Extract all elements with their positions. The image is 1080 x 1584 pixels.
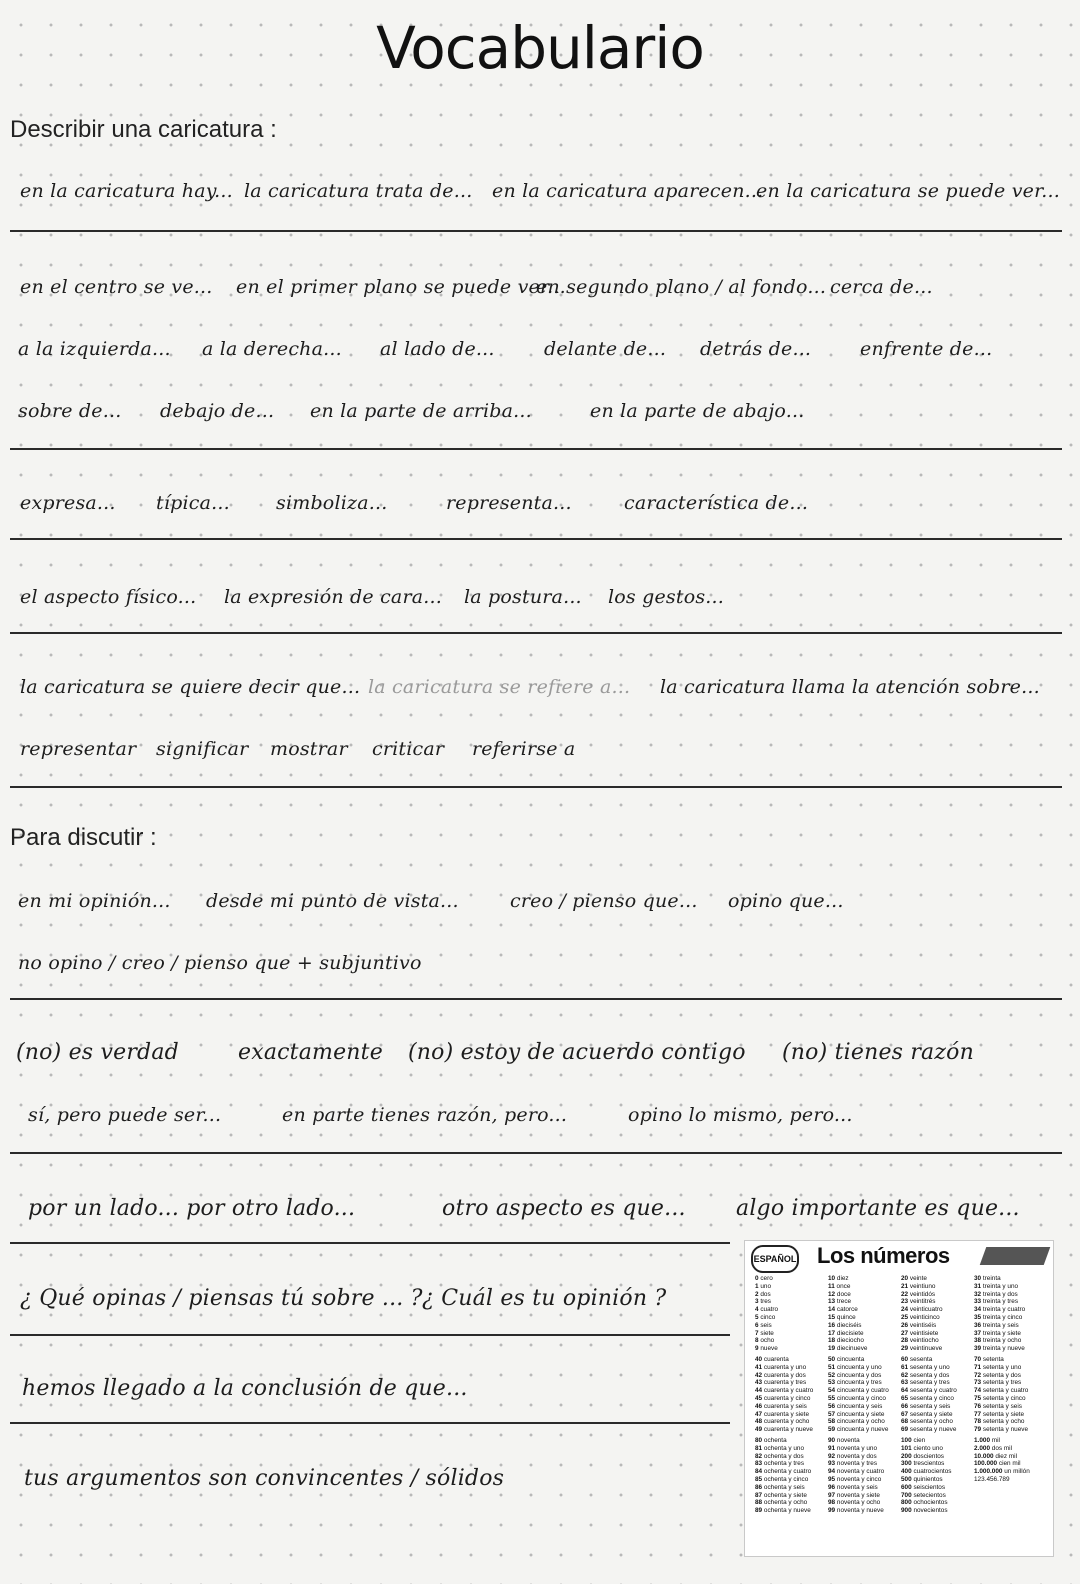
number-entry: 12 doce — [828, 1290, 851, 1298]
phrase: no opino / creo / pienso que + subjuntivo — [18, 952, 422, 974]
phrase: (no) tienes razón — [782, 1040, 974, 1065]
phrase-line-8 — [14, 738, 1064, 778]
phrase-line-9 — [14, 890, 1064, 930]
number-entry: 16 dieciséis — [828, 1321, 862, 1329]
number-entry: 70 setenta — [974, 1355, 1004, 1363]
phrase: por un lado... por otro lado... — [28, 1196, 356, 1221]
divider-rule — [10, 1242, 730, 1244]
divider-rule — [10, 1334, 730, 1336]
number-entry: 3 tres — [755, 1298, 771, 1306]
number-entry: 20 veinte — [901, 1275, 927, 1282]
number-entry: 500 quinientos — [901, 1475, 943, 1483]
phrase: hemos llegado a la conclusión de que... — [22, 1376, 468, 1401]
number-entry: 900 novecientos — [901, 1507, 948, 1515]
number-entry: 19 diecinueve — [828, 1345, 868, 1353]
phrase: a la izquierda... — [18, 338, 171, 360]
number-entry: 81 ochenta y uno — [755, 1444, 805, 1452]
language-badge: ESPAÑOL — [751, 1245, 799, 1273]
numbers-column — [974, 1275, 1047, 1353]
number-entry: 79 setenta y nueve — [974, 1426, 1029, 1434]
number-entry: 98 noventa y ocho — [828, 1499, 881, 1507]
number-entry: 24 veinticuatro — [901, 1306, 943, 1314]
phrase: característica de... — [624, 492, 809, 514]
phrase-line-12 — [14, 1104, 1064, 1144]
number-entry: 7 siete — [755, 1329, 774, 1337]
phrase: en la parte de abajo... — [590, 400, 805, 422]
phrase: enfrente de... — [860, 338, 993, 360]
number-entry: 53 cincuenta y tres — [828, 1379, 882, 1387]
number-entry: 26 veintiséis — [901, 1321, 937, 1329]
number-entry: 10 diez — [828, 1275, 849, 1282]
number-entry: 4 cuatro — [755, 1306, 779, 1314]
number-entry: 94 noventa y cuatro — [828, 1468, 885, 1476]
number-entry: 93 noventa y tres — [828, 1460, 878, 1468]
number-entry: 14 catorce — [828, 1306, 858, 1314]
brand-logo — [980, 1247, 1051, 1265]
number-entry: 2.000 dos mil — [974, 1444, 1013, 1452]
number-entry: 87 ochenta y siete — [755, 1491, 807, 1499]
number-entry: 8 ocho — [755, 1337, 775, 1345]
number-entry: 78 setenta y ocho — [974, 1418, 1025, 1426]
number-entry: 400 cuatrocientos — [901, 1468, 952, 1476]
number-entry: 67 sesenta y siete — [901, 1410, 953, 1418]
divider-rule — [10, 448, 1062, 450]
numbers-column — [828, 1275, 901, 1353]
phrase: detrás de... — [700, 338, 812, 360]
phrase: en parte tienes razón, pero... — [282, 1104, 568, 1126]
number-entry: 37 treinta y siete — [974, 1329, 1021, 1337]
phrase: en la parte de arriba... — [310, 400, 532, 422]
phrase: el aspecto físico... — [20, 586, 197, 608]
number-entry: 200 doscientos — [901, 1452, 944, 1460]
number-entry: 56 cincuenta y seis — [828, 1402, 883, 1410]
number-entry: 48 cuarenta y ocho — [755, 1418, 810, 1426]
number-entry: 31 treinta y uno — [974, 1282, 1019, 1290]
phrase-line-13 — [14, 1196, 1064, 1236]
number-entry: 17 diecisiete — [828, 1329, 864, 1337]
phrase: en mi opinión... — [18, 890, 171, 912]
phrase: en la caricatura hay... — [20, 180, 233, 202]
number-entry: 41 cuarenta y uno — [755, 1363, 807, 1371]
divider-rule — [10, 632, 1062, 634]
phrase: ¿ Qué opinas / piensas tú sobre ... ? — [20, 1286, 423, 1311]
phrase: creo / pienso que... — [510, 890, 698, 912]
section-heading-discutir: Para discutir : — [10, 824, 157, 851]
number-entry: 97 noventa y siete — [828, 1491, 880, 1499]
number-entry: 13 trece — [828, 1298, 852, 1306]
number-entry: 74 setenta y cuatro — [974, 1387, 1029, 1395]
phrase: exactamente — [238, 1040, 383, 1065]
number-entry: 1.000.000 un millón — [974, 1468, 1030, 1476]
phrase-line-6 — [14, 586, 1064, 626]
phrase: simboliza... — [276, 492, 388, 514]
phrase-line-4 — [14, 400, 1064, 440]
phrase: referirse a — [472, 738, 576, 760]
number-entry: 73 setenta y tres — [974, 1379, 1022, 1387]
number-entry: 76 setenta y seis — [974, 1402, 1022, 1410]
phrase: a la derecha... — [202, 338, 342, 360]
number-entry: 80 ochenta — [755, 1436, 787, 1444]
phrase: (no) es verdad — [16, 1040, 179, 1065]
phrase: la caricatura se refiere a... — [368, 676, 631, 698]
divider-rule — [10, 998, 1062, 1000]
number-entry: 71 setenta y uno — [974, 1363, 1022, 1371]
number-entry: 90 noventa — [828, 1436, 860, 1444]
number-entry: 64 sesenta y cuatro — [901, 1387, 957, 1395]
number-entry: 59 cincuenta y nueve — [828, 1426, 889, 1434]
number-entry: 5 cinco — [755, 1313, 776, 1321]
phrase-line-7 — [14, 676, 1064, 716]
number-entry: 69 sesenta y nueve — [901, 1426, 957, 1434]
numbers-column — [901, 1356, 974, 1434]
number-entry: 51 cincuenta y uno — [828, 1363, 882, 1371]
divider-rule — [10, 230, 1062, 232]
number-entry: 300 trescientos — [901, 1460, 945, 1468]
number-entry: 46 cuarenta y seis — [755, 1402, 807, 1410]
number-entry: 33 treinta y tres — [974, 1298, 1019, 1306]
number-entry: 800 ochocientos — [901, 1499, 948, 1507]
phrase: expresa... — [20, 492, 116, 514]
number-entry: 6 seis — [755, 1321, 772, 1329]
number-entry: 68 sesenta y ocho — [901, 1418, 953, 1426]
phrase: los gestos... — [608, 586, 725, 608]
number-entry: 63 sesenta y tres — [901, 1379, 950, 1387]
phrase: cerca de... — [830, 276, 933, 298]
phrase: típica... — [156, 492, 230, 514]
phrase: la expresión de cara... — [224, 586, 442, 608]
number-entry: 49 cuarenta y nueve — [755, 1426, 813, 1434]
phrase: en segundo plano / al fondo... — [536, 276, 827, 298]
phrase-line-14 — [14, 1286, 734, 1326]
number-entry: 65 sesenta y cinco — [901, 1394, 954, 1402]
number-entry: 30 treinta — [974, 1275, 1001, 1282]
number-entry: 99 noventa y nueve — [828, 1507, 884, 1515]
phrase: en el centro se ve... — [20, 276, 213, 298]
phrase-line-11 — [14, 1040, 1064, 1080]
number-entry: 54 cincuenta y cuatro — [828, 1387, 889, 1395]
number-entry: 84 ochenta y cuatro — [755, 1468, 812, 1476]
number-entry: 72 setenta y dos — [974, 1371, 1021, 1379]
numbers-column — [828, 1356, 901, 1434]
number-entry: 15 quince — [828, 1313, 856, 1321]
number-entry: 2 dos — [755, 1290, 771, 1298]
number-entry: 61 sesenta y uno — [901, 1363, 950, 1371]
numbers-column — [974, 1356, 1047, 1434]
numbers-column — [755, 1437, 828, 1515]
phrase: (no) estoy de acuerdo contigo — [408, 1040, 746, 1065]
numbers-column — [755, 1275, 828, 1353]
phrase: algo importante es que... — [736, 1196, 1020, 1221]
number-entry: 42 cuarenta y dos — [755, 1371, 806, 1379]
number-entry: 44 cuarenta y cuatro — [755, 1387, 814, 1395]
phrase: debajo de... — [160, 400, 275, 422]
phrase: delante de... — [544, 338, 667, 360]
number-entry: 600 seiscientos — [901, 1483, 946, 1491]
number-entry: 50 cincuenta — [828, 1355, 865, 1363]
number-entry: 91 noventa y uno — [828, 1444, 878, 1452]
phrase: representa... — [446, 492, 572, 514]
phrase-line-15 — [14, 1376, 734, 1416]
number-entry: 27 veintisiete — [901, 1329, 939, 1337]
phrase: sí, pero puede ser... — [28, 1104, 222, 1126]
number-entry: 40 cuarenta — [755, 1355, 789, 1363]
numbers-column — [828, 1437, 901, 1515]
divider-rule — [10, 538, 1062, 540]
phrase-line-1 — [14, 180, 1064, 220]
divider-rule — [10, 786, 1062, 788]
number-entry: 96 noventa y seis — [828, 1483, 878, 1491]
number-entry: 29 veintinueve — [901, 1345, 943, 1353]
number-entry: 32 treinta y dos — [974, 1290, 1018, 1298]
number-entry: 47 cuarenta y siete — [755, 1410, 810, 1418]
phrase: tus argumentos son convincentes / sólidos — [24, 1466, 505, 1491]
number-entry: 85 ochenta y cinco — [755, 1475, 809, 1483]
phrase: opino que... — [728, 890, 844, 912]
number-entry: 57 cincuenta y siete — [828, 1410, 885, 1418]
number-entry: 25 veinticinco — [901, 1313, 940, 1321]
number-entry: 60 sesenta — [901, 1355, 933, 1363]
phrase: sobre de... — [18, 400, 122, 422]
phrase: ¿ Cuál es tu opinión ? — [422, 1286, 667, 1311]
number-entry: 11 once — [828, 1282, 851, 1290]
phrase: en la caricatura aparecen... — [492, 180, 764, 202]
number-entry: 43 cuarenta y tres — [755, 1379, 807, 1387]
phrase: la caricatura trata de... — [244, 180, 473, 202]
number-entry: 82 ochenta y dos — [755, 1452, 804, 1460]
number-entry: 28 veintiocho — [901, 1337, 939, 1345]
numbers-reference-card — [744, 1240, 1054, 1557]
phrase: la caricatura llama la atención sobre... — [660, 676, 1040, 698]
number-entry: 39 treinta y nueve — [974, 1345, 1025, 1353]
numbers-grid — [755, 1275, 1047, 1518]
number-entry: 9 nueve — [755, 1345, 778, 1353]
phrase: la postura... — [464, 586, 582, 608]
number-entry: 52 cincuenta y dos — [828, 1371, 882, 1379]
number-entry: 95 noventa y cinco — [828, 1475, 882, 1483]
phrase: opino lo mismo, pero... — [628, 1104, 853, 1126]
number-entry: 62 sesenta y dos — [901, 1371, 950, 1379]
number-entry: 34 treinta y cuatro — [974, 1306, 1026, 1314]
number-entry: 88 ochenta y ocho — [755, 1499, 808, 1507]
number-entry: 1.000 mil — [974, 1436, 1000, 1444]
number-entry: 92 noventa y dos — [828, 1452, 877, 1460]
number-entry: 10.000 diez mil — [974, 1452, 1017, 1460]
page-title: Vocabulario — [376, 14, 704, 82]
number-entry: 700 setecientos — [901, 1491, 946, 1499]
numbers-column — [901, 1275, 974, 1353]
number-entry: 0 cero — [755, 1275, 773, 1282]
phrase-line-2 — [14, 276, 1064, 316]
phrase: la caricatura se quiere decir que... — [20, 676, 361, 698]
number-entry: 21 veintiuno — [901, 1282, 936, 1290]
phrase: en el primer plano se puede ver... — [236, 276, 566, 298]
phrase: criticar — [372, 738, 445, 760]
number-entry: 77 setenta y siete — [974, 1410, 1025, 1418]
phrase-line-3 — [14, 338, 1064, 378]
number-entry: 100 cien — [901, 1436, 926, 1444]
phrase: otro aspecto es que... — [442, 1196, 686, 1221]
divider-rule — [10, 1152, 1062, 1154]
number-entry: 86 ochenta y seis — [755, 1483, 805, 1491]
number-entry: 23 veintitrés — [901, 1298, 936, 1306]
number-entry: 36 treinta y seis — [974, 1321, 1019, 1329]
divider-rule — [10, 1422, 730, 1424]
number-entry: 35 treinta y cinco — [974, 1313, 1023, 1321]
number-entry: 45 cuarenta y cinco — [755, 1394, 811, 1402]
number-entry: 101 ciento uno — [901, 1444, 943, 1452]
card-title: Los números — [817, 1243, 950, 1268]
number-entry: 123.456.789 — [974, 1475, 1010, 1483]
section-heading-describir: Describir una caricatura : — [10, 116, 277, 143]
number-entry: 58 cincuenta y ocho — [828, 1418, 885, 1426]
phrase: significar — [156, 738, 249, 760]
number-entry: 66 sesenta y seis — [901, 1402, 951, 1410]
number-entry: 1 uno — [755, 1282, 772, 1290]
number-entry: 55 cincuenta y cinco — [828, 1394, 886, 1402]
number-entry: 38 treinta y ocho — [974, 1337, 1022, 1345]
number-entry: 83 ochenta y tres — [755, 1460, 805, 1468]
phrase-line-16 — [14, 1466, 734, 1506]
number-entry: 18 dieciocho — [828, 1337, 864, 1345]
numbers-column — [901, 1437, 974, 1515]
numbers-column — [755, 1356, 828, 1434]
number-entry: 100.000 cien mil — [974, 1460, 1021, 1468]
phrase-line-10 — [14, 952, 1064, 992]
phrase: representar — [20, 738, 137, 760]
phrase: al lado de... — [380, 338, 495, 360]
phrase: mostrar — [270, 738, 348, 760]
number-entry: 22 veintidós — [901, 1290, 936, 1298]
phrase-line-5 — [14, 492, 1064, 532]
number-entry: 75 setenta y cinco — [974, 1394, 1026, 1402]
phrase: desde mi punto de vista... — [206, 890, 459, 912]
number-entry: 89 ochenta y nueve — [755, 1507, 811, 1515]
phrase: en la caricatura se puede ver... — [756, 180, 1060, 202]
numbers-column — [974, 1437, 1047, 1515]
